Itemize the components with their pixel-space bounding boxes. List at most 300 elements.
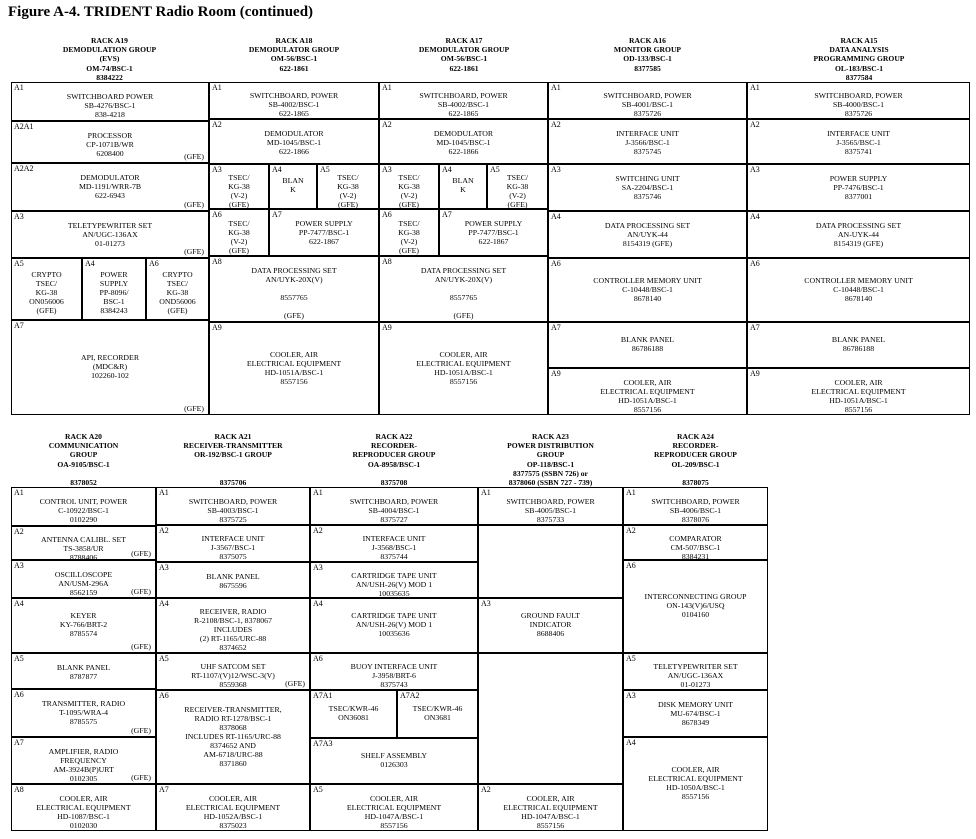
panel-line: DEMODULATOR (264, 129, 324, 138)
panel-line: KG-38 (228, 228, 250, 237)
rack-header-line: DEMODULATOR GROUP (418, 45, 510, 55)
panel-id: A2 (481, 785, 491, 794)
panel-description (398, 704, 477, 722)
rack-panel (623, 737, 768, 831)
panel-line: SB-4000/BSC-1 (832, 100, 885, 109)
panel-id: A2 (551, 120, 561, 129)
panel-line: PP-7477/BSC-1 (468, 228, 519, 237)
rack-header-line: RACK A20 (65, 432, 102, 441)
panel-id: A7A1 (313, 691, 333, 700)
panel-id: A1 (313, 488, 323, 497)
panel-line: ON3681 (424, 713, 451, 722)
panel-id: A3 (14, 212, 24, 221)
panel-description (748, 221, 969, 248)
panel-line: K (460, 185, 466, 194)
panel-id: A2 (313, 526, 323, 535)
panel-line: HD-1050A/BSC-1 (666, 783, 725, 792)
panel-line: INCLUDES (213, 625, 253, 634)
panel-line: ELECTRICAL EQUIPMENT (36, 803, 131, 812)
empty-panel (478, 653, 623, 784)
panel-id: A8 (382, 257, 392, 266)
panel-line: 8154319 (GFE) (833, 239, 884, 248)
panel-line: MU-674/BSC-1 (670, 709, 721, 718)
panel-description (157, 607, 309, 652)
rack-panel (747, 211, 970, 258)
panel-description (157, 572, 309, 590)
rack-header-line: RACK A21 (214, 432, 252, 441)
panel-id: A2 (212, 120, 222, 129)
rack-panel (11, 163, 209, 211)
panel-id: A6 (159, 691, 169, 700)
panel-description (380, 129, 547, 156)
rack-header-line (156, 469, 310, 478)
panel-description (440, 176, 486, 194)
panel-line: CONTROLLER MEMORY UNIT (593, 276, 702, 285)
panel-line: J-3566/BSC-1 (625, 138, 670, 147)
rack-panel (156, 784, 310, 831)
panel-description (488, 173, 547, 209)
panel-line: 86786188 (842, 344, 875, 353)
panel-line: INTERCONNECTING GROUP (644, 592, 747, 601)
panel-description (270, 176, 316, 194)
panel-line: POWER (100, 270, 128, 279)
rack-header-line: RECEIVER-TRANSMITTER (183, 441, 283, 451)
panel-id: A7 (14, 738, 24, 747)
panel-line: SWITCHBOARD, POWER (349, 497, 439, 506)
rack-panel (623, 525, 768, 560)
rack-header-line (310, 469, 478, 478)
panel-id: A4 (551, 212, 561, 221)
panel-id: A5 (159, 654, 169, 663)
panel-line: HD-1051A/BSC-1 (264, 368, 324, 377)
panel-id: A6 (14, 690, 24, 699)
panel-id: A6 (551, 259, 561, 268)
panel-description (748, 129, 969, 156)
panel-line: 8375746 (633, 192, 662, 201)
panel-line: RECEIVER, RADIO (199, 607, 267, 616)
panel-line: 8678349 (681, 718, 710, 727)
panel-line: 8378076 (681, 515, 710, 524)
panel-description (12, 699, 155, 726)
rack-header-line: OP-118/BSC-1 (526, 459, 575, 469)
panel-line: AN/UYK-44 (627, 230, 668, 239)
panel-description (210, 266, 378, 320)
panel-description (12, 221, 208, 248)
panel-id: A6 (750, 259, 760, 268)
rack-panel (379, 119, 548, 164)
panel-line: (GFE) (167, 306, 188, 315)
panel-line: 8678140 (844, 294, 873, 303)
panel-line: (V-2) (400, 191, 418, 200)
panel-description (624, 700, 767, 727)
rack-header (379, 36, 549, 73)
rack-panel (310, 598, 478, 653)
panel-line (380, 284, 547, 293)
panel-line: HD-1047A/BSC-1 (364, 812, 424, 821)
panel-id: A6 (382, 210, 392, 219)
panel-description (311, 571, 477, 598)
panel-id: A5 (626, 654, 636, 663)
panel-id: A9 (212, 323, 222, 332)
panel-line: 8557156 (536, 821, 565, 830)
panel-id: A1 (626, 488, 636, 497)
panel-id: A3 (382, 165, 392, 174)
rack-panel (146, 258, 209, 320)
panel-line: CRYPTO (162, 270, 193, 279)
panel-line: TSEC/ (228, 173, 250, 182)
rack-header-line: COMMUNICATION (48, 441, 119, 451)
panel-line: INCLUDES RT-1165/URC-88 (185, 732, 281, 741)
panel-line: 01-01273 (95, 239, 125, 248)
panel-line: 8788406 (69, 553, 98, 560)
panel-line: COOLER, AIR (623, 378, 672, 387)
panel-line: KG-38 (35, 288, 58, 297)
panel-id: A6 (626, 561, 636, 570)
panel-line: ON056006 (29, 297, 64, 306)
rack-header-line: 8384222 (96, 72, 123, 82)
panel-description (311, 704, 396, 722)
panel-line: TELETYPEWRITER SET (67, 221, 153, 230)
rack-panel (747, 322, 970, 368)
panel-id: A7 (442, 210, 452, 219)
panel-line: ELECTRICAL EQUIPMENT (648, 774, 743, 783)
rack-header-line (156, 460, 310, 469)
panel-line: 8371860 (219, 759, 247, 768)
panel-description (210, 219, 268, 255)
panel-line: SWITCHBOARD, POWER (506, 497, 595, 506)
panel-id: A7 (272, 210, 282, 219)
panel-line: SB-4276/BSC-1 (84, 101, 136, 110)
panel-line: ON36081 (338, 713, 369, 722)
panel-line: SWITCHBOARD POWER (66, 92, 154, 101)
panel-line: TSEC/ (166, 279, 189, 288)
panel-id: A3 (159, 563, 169, 572)
panel-line: 8375744 (380, 552, 408, 561)
panel-line: SA-2204/BSC-1 (621, 183, 674, 192)
rack-panel (478, 784, 623, 831)
rack-panel (747, 82, 970, 119)
panel-line: SWITCHBOARD, POWER (814, 91, 903, 100)
panel-description (549, 378, 746, 414)
panel-line: 0102030 (69, 821, 98, 830)
panel-line: J-3958/BRT-6 (372, 671, 416, 680)
panel-line: 8375745 (633, 147, 662, 156)
gfe-tag: (GFE) (285, 679, 305, 688)
panel-line: 8787877 (69, 672, 98, 681)
panel-line: HD-1051A/BSC-1 (434, 368, 493, 377)
panel-line: 8559368 (219, 680, 247, 689)
panel-id: A4 (313, 599, 323, 608)
rack-header-line: 8377584 (845, 72, 873, 82)
panel-line: J-3567/BSC-1 (210, 543, 256, 552)
panel-line: 8384231 (681, 552, 710, 560)
rack-panel (478, 598, 623, 653)
panel-description (748, 91, 969, 118)
panel-line: INTERFACE UNIT (201, 534, 265, 543)
rack-header-line: REPRODUCER GROUP (654, 450, 737, 460)
panel-line: AM-3924B(P)URT (53, 765, 114, 774)
rack-panel (397, 690, 478, 738)
rack-header-line: RACK A17 (445, 36, 483, 45)
panel-id: A3 (14, 561, 24, 570)
rack-header-line: RACK A24 (677, 432, 714, 441)
panel-line: RADIO RT-1278/BSC-1 (194, 714, 272, 723)
panel-line: COOLER, AIR (59, 794, 108, 803)
panel-id: A3 (313, 563, 323, 572)
rack-panel (156, 562, 310, 598)
panel-line: 8375733 (536, 515, 565, 524)
panel-line (380, 302, 547, 311)
rack-panel (209, 164, 269, 209)
panel-line: (V-2) (400, 237, 418, 246)
panel-line: KG-38 (228, 182, 250, 191)
panel-line: COOLER, AIR (439, 350, 488, 359)
panel-line: 8678140 (633, 294, 662, 303)
panel-description (311, 534, 477, 561)
rack-panel (747, 368, 970, 415)
panel-line: 622-1867 (478, 237, 509, 246)
panel-line: DISK MEMORY UNIT (657, 700, 734, 709)
panel-line: OND56006 (159, 297, 196, 306)
panel-line: COOLER, AIR (671, 765, 720, 774)
panel-line: POWER SUPPLY (295, 219, 353, 228)
panel-line: ELECTRICAL EQUIPMENT (416, 359, 511, 368)
rack-header-line: OA-9105/BSC-1 (57, 459, 110, 469)
panel-id: A4 (750, 212, 760, 221)
panel-line: COOLER, AIR (369, 794, 419, 803)
panel-line: SWITCHBOARD, POWER (603, 91, 692, 100)
panel-line: SB-4005/BSC-1 (524, 506, 577, 515)
panel-description (147, 270, 208, 315)
panel-description (748, 378, 969, 414)
panel-line: 8785574 (69, 629, 98, 638)
panel-line: MD-1045/BSC-1 (266, 138, 322, 147)
panel-id: A7 (551, 323, 561, 332)
panel-line: 622-1865 (448, 109, 479, 118)
rack-header-line: OD-133/BSC-1 (623, 54, 672, 64)
panel-line: SHELF ASSEMBLY (360, 751, 428, 760)
panel-line: T-1095/WRA-4 (58, 708, 109, 717)
gfe-tag: (GFE) (184, 200, 204, 209)
panel-line: 8375725 (219, 515, 247, 524)
panel-line: 01-01273 (680, 680, 711, 689)
panel-line: 8374652 AND (210, 741, 256, 750)
panel-id: A9 (382, 323, 392, 332)
panel-line: DATA PROCESSING SET (604, 221, 691, 230)
rack-panel (310, 525, 478, 562)
panel-id: A8 (212, 257, 222, 266)
panel-description (549, 221, 746, 248)
rack-panel (11, 82, 209, 121)
panel-line: 8374652 (219, 643, 247, 652)
rack-header-line: RACK A23 (532, 432, 569, 441)
panel-id: A4 (14, 599, 24, 608)
rack-header-line: RACK A16 (629, 36, 666, 45)
panel-line: GROUND FAULT (520, 611, 581, 620)
panel-line: 0104160 (681, 610, 710, 619)
rack-panel (209, 119, 379, 164)
panel-line: SWITCHBOARD, POWER (249, 91, 339, 100)
panel-line: 622-6943 (95, 191, 125, 200)
rack-panel (548, 211, 747, 258)
panel-id: A5 (14, 654, 24, 663)
rack-header-line: 622-1861 (449, 63, 479, 73)
panel-line: (V-2) (230, 237, 248, 246)
rack-header-line: PROGRAMMING GROUP (813, 54, 905, 64)
panel-description (624, 497, 767, 524)
gfe-tag: (GFE) (184, 152, 204, 161)
rack-header (478, 432, 623, 487)
rack-header-line: 8378060 (SSBN 727 - 739) (508, 478, 593, 488)
panel-line: BLAN (452, 176, 474, 185)
panel-line: COOLER, AIR (834, 378, 883, 387)
panel-line: 8557156 (844, 405, 873, 414)
panel-line: BSC-1 (103, 297, 125, 306)
panel-line: (GFE) (453, 311, 474, 320)
rack-header-line: RACK A18 (275, 36, 313, 45)
panel-line: ELECTRICAL EQUIPMENT (503, 803, 598, 812)
rack-header-line: MONITOR GROUP (613, 45, 682, 55)
panel-line: 86786188 (631, 344, 664, 353)
panel-description (311, 751, 477, 769)
panel-description (311, 794, 477, 830)
rack-panel (11, 689, 156, 737)
panel-description (210, 129, 378, 156)
panel-line: SWITCHBOARD, POWER (419, 91, 508, 100)
panel-line: ON-143(V)6/USQ (666, 601, 725, 610)
panel-line: KG-38 (166, 288, 189, 297)
panel-id: A6 (313, 654, 323, 663)
panel-line: HD-1051A/BSC-1 (829, 396, 888, 405)
panel-line: 622-1866 (279, 147, 309, 156)
panel-line: 0126303 (380, 760, 408, 769)
rack-panel (623, 653, 768, 690)
panel-description (624, 765, 767, 801)
panel-line: SUPPLY (99, 279, 129, 288)
rack-header-line (623, 469, 768, 478)
panel-line: TSEC/ (228, 219, 250, 228)
panel-id: A7 (14, 321, 24, 330)
gfe-tag: (GFE) (131, 549, 151, 558)
panel-line: 8688406 (536, 629, 565, 638)
panel-id: A1 (750, 83, 760, 92)
panel-line: C-10448/BSC-1 (622, 285, 673, 294)
panel-line: AN/USH-26(V) MOD 1 (355, 620, 433, 629)
rack-header-line: RACK A22 (375, 432, 413, 441)
panel-line: ELECTRICAL EQUIPMENT (246, 359, 342, 368)
rack-header-line: OM-56/BSC-1 (440, 54, 488, 64)
panel-line: 10035635 (378, 589, 410, 598)
panel-line: CP-1071B/WR (86, 140, 134, 149)
panel-line: 622-1866 (448, 147, 479, 156)
rack-panel (487, 164, 548, 209)
panel-line: AN/UGC-136AX (667, 671, 724, 680)
rack-panel (209, 82, 379, 119)
rack-panel (156, 487, 310, 525)
panel-line: CRYPTO (31, 270, 62, 279)
panel-id: A6 (212, 210, 222, 219)
rack-header-line: DEMODULATOR GROUP (248, 45, 340, 55)
panel-line: CONTROLLER MEMORY UNIT (804, 276, 913, 285)
panel-description (12, 173, 208, 200)
panel-description (12, 270, 81, 315)
rack-header-line: (EVS) (99, 54, 120, 64)
rack-panel (439, 209, 548, 256)
panel-line: INTERFACE UNIT (362, 534, 426, 543)
panel-description (12, 663, 155, 681)
panel-id: A9 (551, 369, 561, 378)
panel-id: A2A2 (14, 164, 34, 173)
rack-panel (11, 121, 209, 163)
rack-header (156, 432, 310, 487)
panel-line: 102260-102 (91, 371, 129, 380)
panel-line: TSEC/KWR-46 (328, 704, 379, 713)
panel-line: TSEC/ (337, 173, 359, 182)
panel-line: ELECTRICAL EQUIPMENT (600, 387, 695, 396)
rack-panel (548, 258, 747, 322)
panel-line: ELECTRICAL EQUIPMENT (811, 387, 906, 396)
rack-panel (156, 690, 310, 784)
rack-header-line: 8375706 (219, 478, 247, 488)
panel-description (157, 497, 309, 524)
panel-description (318, 173, 378, 209)
panel-id: A2 (159, 526, 169, 535)
panel-description (549, 174, 746, 201)
panel-id: A5 (320, 165, 330, 174)
gfe-tag: (GFE) (131, 642, 151, 651)
panel-line: 8375743 (380, 680, 408, 689)
panel-description (157, 794, 309, 830)
panel-description (210, 173, 268, 209)
rack-header-line: GROUP (69, 450, 98, 460)
panel-line: PP-7476/BSC-1 (833, 183, 884, 192)
panel-description (210, 91, 378, 118)
panel-id: A3 (481, 599, 491, 608)
rack-header-line: DEMODULATION GROUP (62, 45, 157, 55)
panel-line: BUOY INTERFACE UNIT (350, 662, 438, 671)
rack-header-line: OA-8958/BSC-1 (367, 459, 421, 469)
panel-line: 8557156 (681, 792, 710, 801)
panel-line: RECEIVER-TRANSMITTER, (184, 705, 282, 714)
rack-header (11, 36, 208, 82)
panel-line: 838-4218 (95, 110, 125, 119)
panel-line: TRANSMITTER, RADIO (41, 699, 126, 708)
rack-panel (548, 119, 747, 164)
panel-line: J-3568/BSC-1 (371, 543, 417, 552)
panel-id: A2 (750, 120, 760, 129)
rack-header (548, 36, 747, 73)
panel-line: CARTRIDGE TAPE UNIT (351, 611, 437, 620)
panel-line: 8557156 (380, 821, 408, 830)
panel-line: PP-8096/ (99, 288, 129, 297)
panel-line: (GFE) (399, 200, 419, 209)
rack-panel (11, 526, 156, 560)
rack-header-line: DATA ANALYSIS (829, 45, 889, 55)
panel-line (210, 302, 378, 311)
panel-line: (V-2) (509, 191, 526, 200)
panel-id: A7A2 (400, 691, 420, 700)
panel-line: 8375727 (380, 515, 408, 524)
panel-line: 6208400 (96, 149, 124, 158)
panel-line: CARTRIDGE TAPE UNIT (351, 571, 437, 580)
panel-description (12, 353, 208, 380)
panel-description (549, 129, 746, 156)
panel-description (311, 662, 477, 689)
rack-panel (11, 320, 209, 415)
panel-description (12, 794, 155, 830)
rack-header (310, 432, 478, 487)
rack-header-line: 622-1861 (279, 63, 309, 73)
